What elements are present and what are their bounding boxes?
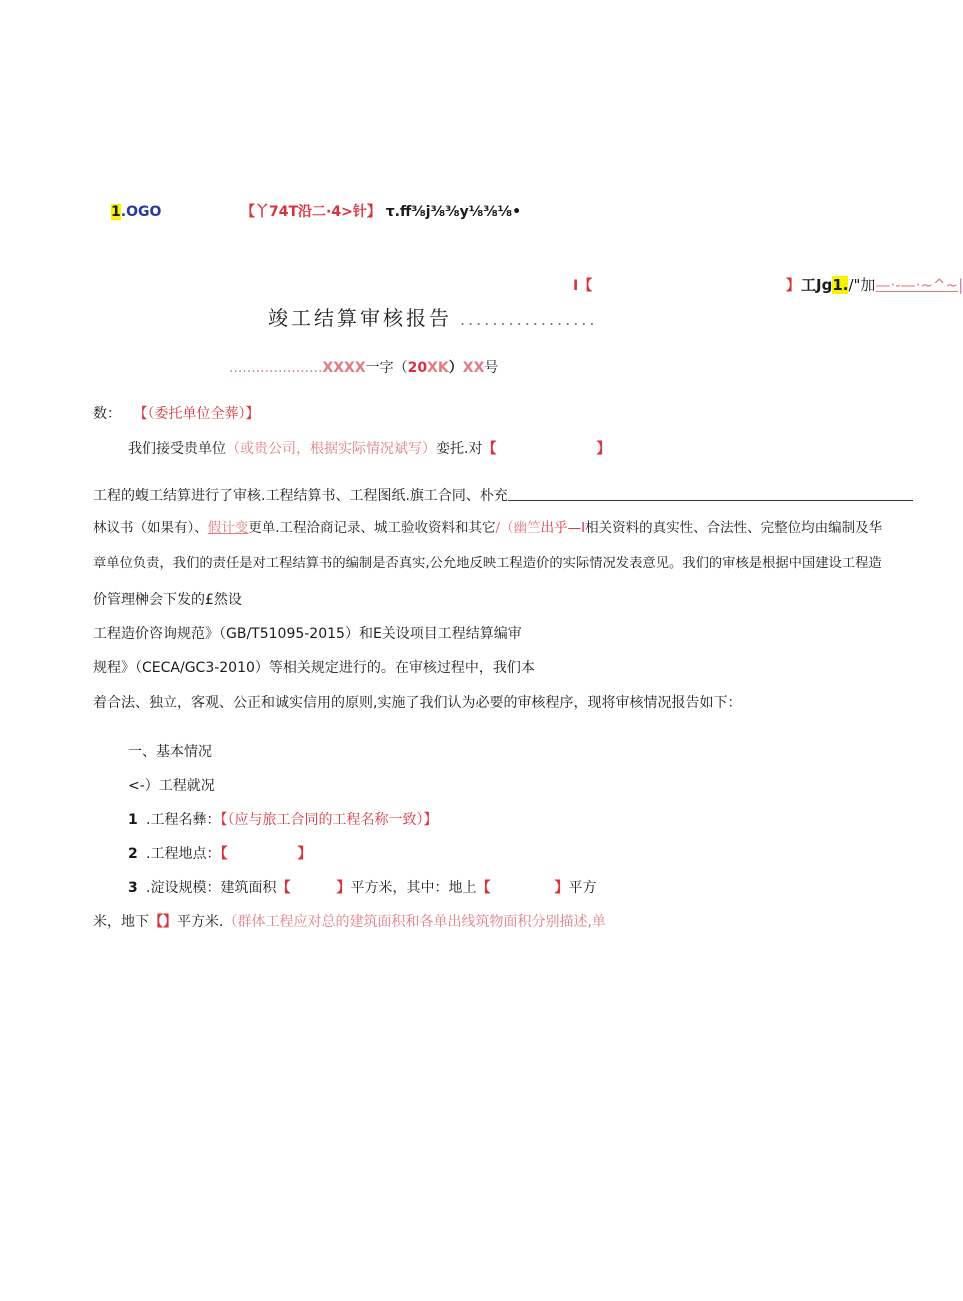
docnum-mid: 一字（	[365, 360, 408, 376]
item2-label: .工程地点：	[146, 846, 221, 862]
item2-bracket-left: 【	[220, 846, 228, 862]
topright-bracket-left: I【	[573, 278, 593, 294]
header-code	[241, 204, 521, 221]
para2-line3: 章单位负责，我们的责任是对工程结算书的编制是否真实,公允地反映工程造价的实际情况发表意见。我们的审核是根据中国建设工程造	[93, 556, 882, 571]
addressee	[93, 406, 259, 423]
section-heading: 一、基本情况	[128, 744, 212, 760]
docnum-num: XX	[462, 360, 485, 376]
para2-underline	[508, 500, 913, 501]
para1-lead: 我们接受贵单位	[128, 441, 226, 457]
item3-label: .淀设规模：建筑面积	[146, 880, 277, 896]
document-number	[229, 360, 498, 377]
topright-bracket-right: 】	[786, 278, 800, 294]
para2-line7: 着合法、独立，客观、公正和诚实信用的原则,实施了我们认为必要的审核程序，现将审核情况报告如下：	[93, 695, 742, 711]
item2-num: 2	[128, 846, 138, 862]
topright-highlight: 1.	[832, 276, 849, 294]
docnum-prefix: XXXX	[322, 360, 366, 376]
item3-continuation	[93, 914, 606, 931]
last-line-b: 【】	[149, 914, 177, 930]
para2-line2	[93, 520, 882, 536]
para1-bracket-right: 】	[596, 441, 611, 457]
para2-line2-b: 假计变	[207, 520, 249, 536]
item3-num: 3	[128, 880, 138, 896]
para2-line2-e: 出乎—I	[540, 520, 586, 536]
para2-line2-d: /（幽竺	[495, 520, 541, 536]
para2-line2-a: 林议书（如果有）、	[93, 520, 208, 536]
item2-bracket-right: 】	[297, 846, 312, 862]
para2-line6: 规程》（CECA/GC3-2010）等相关规定进行的。在审核过程中，我们本	[93, 660, 535, 676]
title-text: 竣工结算审核报告	[268, 306, 452, 330]
item3-bracket-left-2: 【	[476, 880, 491, 896]
last-line-d: （群体工程应对总的建筑面积和各单出线筑物面积分别描述,单	[223, 914, 606, 930]
item3-bracket-right-2: 】	[554, 880, 569, 896]
para2-line4: 价管理榊会下发的£然设	[93, 592, 242, 608]
docnum-year-red: 20	[407, 360, 428, 376]
topright-dashes: —·-—·~^~|	[875, 276, 963, 294]
docnum-dots: .....................	[229, 360, 323, 376]
last-line-c: 平方米.	[177, 914, 224, 930]
item1-label: .工程名彝：	[146, 812, 221, 828]
item-project-name	[128, 812, 437, 829]
para1-note: （或贵公司，根据实际情况斌写）	[226, 441, 436, 457]
para2-line2-f: 相关资料的真实性、合法性、完整位均由编制及华	[585, 520, 883, 536]
topright-label	[801, 276, 963, 294]
item-project-location	[128, 846, 311, 863]
item3-mid: 平方米，其中：地上	[350, 880, 477, 896]
paragraph-intro	[128, 441, 610, 458]
addressee-value: 【（委托单位全葬）】	[133, 406, 260, 422]
logo-highlight: 1	[111, 204, 121, 220]
para1-after: 娈托.对	[436, 441, 483, 457]
item3-bracket-left: 【	[276, 880, 291, 896]
logo	[111, 204, 161, 221]
header-code-red: 【丫74T沿二·4>针】	[241, 204, 381, 220]
addressee-label: 数：	[93, 406, 121, 422]
section-subheading: <-）工程就况	[128, 778, 215, 794]
page-title	[268, 306, 597, 330]
header-code-black: τ.ff⅜j⅜⅜y⅛⅜⅛•	[385, 204, 522, 220]
item1-num: 1	[128, 812, 138, 828]
item1-value: 【（应与旅工合同的工程名称一致）】	[220, 812, 438, 828]
docnum-close: ）	[448, 360, 463, 376]
para2-line5: 工程造价咨询规范》（GB/T51095-2015）和E关设项目工程结算编审	[93, 626, 522, 642]
para2-line1: 工程的蝮工结算进行了审核.工程结算书、工程图纸.旗工合同、朴充	[93, 488, 508, 504]
topright-label-text: 工Jg	[801, 276, 833, 294]
docnum-suffix: 号	[484, 360, 499, 376]
logo-text: .OGO	[120, 204, 162, 220]
docnum-year-pink: XK	[427, 360, 449, 376]
title-dots: .................	[460, 310, 598, 329]
item-construction-scale	[128, 880, 596, 897]
topright-tail: /"加	[848, 276, 876, 294]
last-line-a: 米，地下	[93, 914, 149, 930]
para1-bracket-left: 【	[482, 441, 497, 457]
para2-line2-c: 更单.工程洽商记录、城工验收资料和其它	[248, 520, 496, 536]
item3-bracket-right: 】	[336, 880, 351, 896]
item3-end: 平方	[568, 880, 597, 896]
